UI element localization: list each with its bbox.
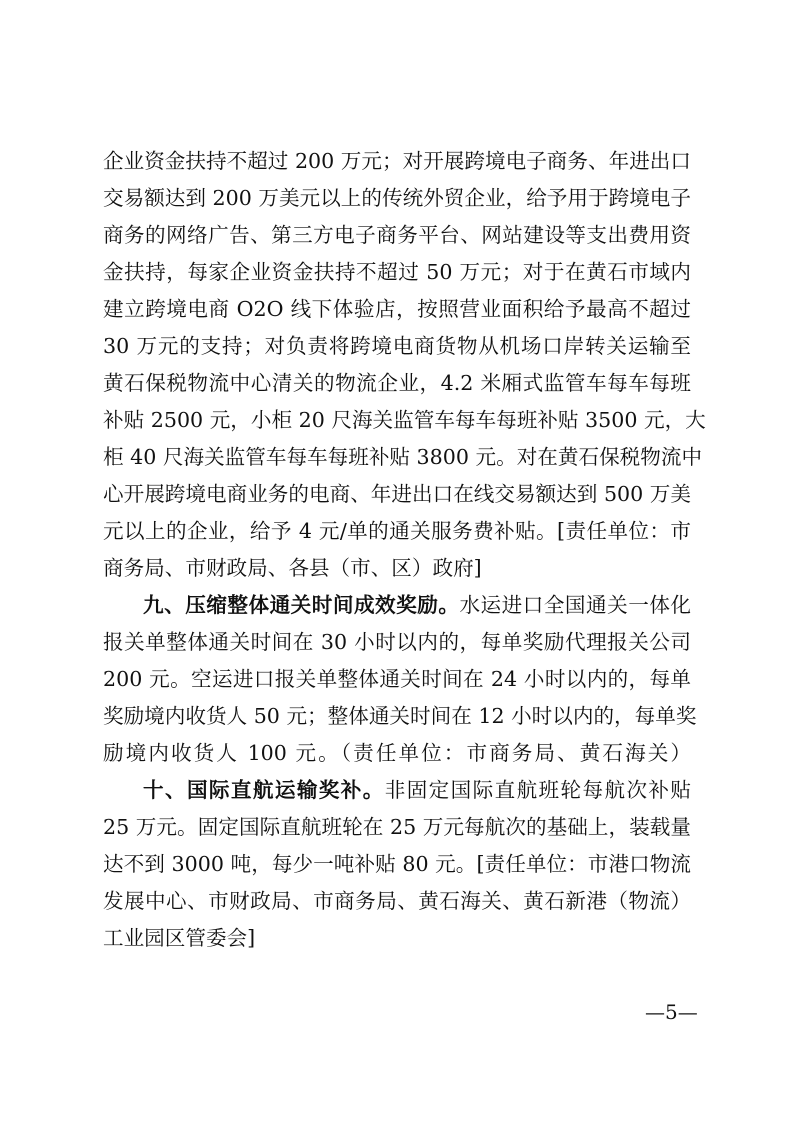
text-line: 25 万元。固定国际直航班轮在 25 万元每航次的基础上，装载量 [103, 815, 691, 839]
section-heading: 九、压缩整体通关时间成效奖励。 [143, 593, 460, 617]
text-line: 报关单整体通关时间在 30 小时以内的，每单奖励代理报关公司 [103, 630, 691, 654]
heading-line-text: 非固定国际直航班轮每航次补贴 [384, 778, 692, 802]
text-line: 补贴 2500 元，小柜 20 尺海关监管车每车每班补贴 3500 元，大 [103, 408, 706, 432]
text-line: 200 元。空运进口报关单整体通关时间在 24 小时以内的，每单 [103, 667, 691, 691]
section-heading-line [143, 592, 691, 618]
text-line: 达不到 3000 吨，每少一吨补贴 80 元。[责任单位：市港口物流 [103, 852, 691, 876]
text-line: 黄石保税物流中心清关的物流企业，4.2 米厢式监管车每车每班 [103, 371, 691, 395]
section-heading-line [143, 777, 691, 803]
text-line: 建立跨境电商 O2O 线下体验店，按照营业面积给予最高不超过 [103, 297, 691, 321]
heading-line-text: 水运进口全国通关一体化 [459, 593, 692, 617]
text-line: 柜 40 尺海关监管车每车每班补贴 3800 元。对在黄石保税物流中 [103, 445, 703, 469]
text-line: 工业园区管委会] [103, 926, 256, 950]
page-number: —5— [645, 1000, 698, 1024]
text-line: 发展中心、市财政局、市商务局、黄石海关、黄石新港（物流） [103, 889, 691, 913]
text-line: 30 万元的支持；对负责将跨境电商货物从机场口岸转关运输至 [103, 334, 691, 358]
text-line: 金扶持，每家企业资金扶持不超过 50 万元；对于在黄石市域内 [103, 260, 691, 284]
section-heading: 十、国际直航运输奖补。 [143, 778, 385, 802]
text-line: 奖励境内收货人 50 元；整体通关时间在 12 小时以内的，每单奖 [103, 704, 697, 728]
text-line: 心开展跨境电商业务的电商、年进出口在线交易额达到 500 万美 [103, 482, 691, 506]
text-line: 励境内收货人 100 元。（责任单位：市商务局、黄石海关） [103, 741, 691, 765]
text-line: 商务局、市财政局、各县（市、区）政府] [103, 556, 482, 580]
text-line: 元以上的企业，给予 4 元/单的通关服务费补贴。[责任单位：市 [103, 519, 691, 543]
text-line: 交易额达到 200 万美元以上的传统外贸企业，给予用于跨境电子 [103, 186, 691, 210]
text-line: 企业资金扶持不超过 200 万元；对开展跨境电子商务、年进出口 [103, 149, 691, 173]
text-line: 商务的网络广告、第三方电子商务平台、网站建设等支出费用资 [103, 223, 691, 247]
